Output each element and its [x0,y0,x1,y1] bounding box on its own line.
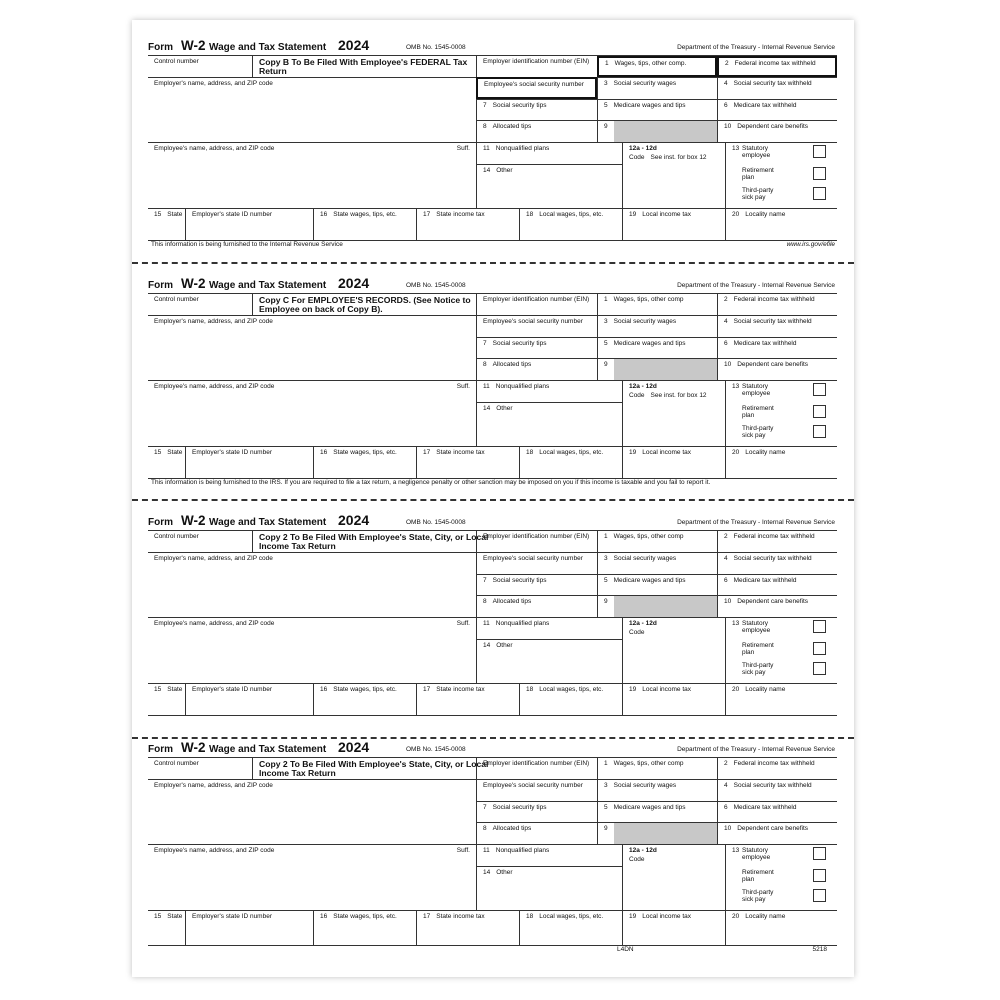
box-10-dependent-care[interactable]: 10 Dependent care benefits [717,120,837,142]
box-17-state-tax[interactable]: 17 State income tax [416,208,519,240]
box-15-state-id[interactable]: Employer's state ID number [185,910,313,945]
box-7-ss-tips[interactable]: 7 Social security tips [476,801,597,822]
third-party-sick-pay-checkbox[interactable] [813,662,826,675]
box-17-state-tax[interactable]: 17 State income tax [416,910,519,945]
box-9-shaded: 9 [597,822,717,844]
efile-link[interactable]: www.irs.gov/efile [786,241,835,248]
perforation-line [132,737,854,739]
retirement-plan-checkbox[interactable] [813,869,826,882]
box-8-allocated-tips[interactable]: 8 Allocated tips [476,822,597,844]
box-19-local-tax[interactable]: 19 Local income tax [622,208,725,240]
box-7-ss-tips[interactable]: 7 Social security tips [476,337,597,358]
box-6-medicare-tax[interactable]: 6 Medicare tax withheld [717,574,837,595]
box-13-checkboxes: 13 Statutory employee Retirement plan Third-party sick pay [725,844,837,910]
box-20-locality[interactable]: 20 Locality name [725,208,837,240]
box-12-codes[interactable]: 12a - 12d Code See inst. for box 12 [622,142,725,208]
employee-name-field[interactable]: Employee's name, address, and ZIP code Suff. [148,380,476,446]
box-17-state-tax[interactable]: 17 State income tax [416,683,519,715]
box-9-shaded: 9 [597,358,717,380]
box-18-local-wages[interactable]: 18 Local wages, tips, etc. [519,683,622,715]
retirement-plan-checkbox[interactable] [813,167,826,180]
employer-name-field[interactable]: Employer's name, address, and ZIP code [148,552,476,617]
statutory-employee-checkbox[interactable] [813,383,826,396]
box-19-local-tax[interactable]: 19 Local income tax [622,446,725,478]
third-party-sick-pay-checkbox[interactable] [813,187,826,200]
box-1-wages[interactable]: 1 Wages, tips, other comp [597,531,717,552]
omb-number: OMB No. 1545-0008 [406,44,466,51]
printer-code-right: 5218 [812,946,827,953]
box-15-state[interactable]: 15 State [148,446,185,478]
box-2-federal-tax[interactable]: 2 Federal income tax withheld [717,56,837,77]
box-3-ss-wages[interactable]: 3 Social security wages [597,315,717,337]
box-11-nonqualified[interactable]: 11 Nonqualified plans [476,617,622,639]
copy-title: Copy C For EMPLOYEE'S RECORDS. (See Notice to Employee on back of Copy B). [252,294,476,315]
box-6-medicare-tax[interactable]: 6 Medicare tax withheld [717,801,837,822]
box-2-federal-tax[interactable]: 2 Federal income tax withheld [717,531,837,552]
box-10-dependent-care[interactable]: 10 Dependent care benefits [717,595,837,617]
box-8-allocated-tips[interactable]: 8 Allocated tips [476,595,597,617]
box-20-locality[interactable]: 20 Locality name [725,446,837,478]
box-2-federal-tax[interactable]: 2 Federal income tax withheld [717,294,837,315]
box-9-shaded: 9 [597,595,717,617]
control-number-field[interactable]: Control number [154,533,199,540]
box-13-checkboxes: 13 Statutory employee Retirement plan Third-party sick pay [725,380,837,446]
box-5-medicare-wages[interactable]: 5 Medicare wages and tips [597,337,717,358]
statutory-employee-checkbox[interactable] [813,620,826,633]
box-7-ss-tips[interactable]: 7 Social security tips [476,574,597,595]
copy-title: Copy B To Be Filed With Employee's FEDERAL Tax Return [252,56,476,77]
box-8-allocated-tips[interactable]: 8 Allocated tips [476,358,597,380]
box-9-shaded: 9 [597,120,717,142]
box-16-state-wages[interactable]: 16 State wages, tips, etc. [313,910,416,945]
control-number-field[interactable]: Control number [154,58,199,65]
box-18-local-wages[interactable]: 18 Local wages, tips, etc. [519,208,622,240]
box-14-other[interactable]: 14 Other [476,402,622,446]
statutory-employee-checkbox[interactable] [813,847,826,860]
box-4-ss-tax[interactable]: 4 Social security tax withheld [717,552,837,574]
employer-name-field[interactable]: Employer's name, address, and ZIP code [148,779,476,844]
box-14-other[interactable]: 14 Other [476,866,622,910]
box-11-nonqualified[interactable]: 11 Nonqualified plans [476,844,622,866]
ein-field[interactable]: Employer identification number (EIN) [476,56,597,77]
employer-name-field[interactable]: Employer's name, address, and ZIP code [148,315,476,380]
box-1-wages[interactable]: 1 Wages, tips, other comp. [597,56,717,77]
retirement-plan-checkbox[interactable] [813,642,826,655]
box-14-other[interactable]: 14 Other [476,164,622,208]
perforation-line [132,499,854,501]
box-12-codes[interactable]: 12a - 12d Code [622,844,725,910]
box-17-state-tax[interactable]: 17 State income tax [416,446,519,478]
box-4-ss-tax[interactable]: 4 Social security tax withheld [717,779,837,801]
box-15-state-id[interactable]: Employer's state ID number [185,446,313,478]
box-10-dependent-care[interactable]: 10 Dependent care benefits [717,358,837,380]
employee-name-field[interactable]: Employee's name, address, and ZIP code Suff. [148,844,476,910]
footer-notice: This information is being furnished to the IRS. If you are required to file a tax return, a negligence penalty or other sanction may be imposed on you if this income is taxable and you fail to report it. [151,479,711,486]
printer-code-left: L4DN [617,946,634,953]
copy-title: Copy 2 To Be Filed With Employee's State, City, or Local Income Tax Return [252,758,476,779]
box-4-ss-tax[interactable]: 4 Social security tax withheld [717,77,837,99]
box-6-medicare-tax[interactable]: 6 Medicare tax withheld [717,337,837,358]
box-3-ss-wages[interactable]: 3 Social security wages [597,779,717,801]
form-year: 2024 [338,37,370,53]
employer-name-field[interactable]: Employer's name, address, and ZIP code [148,77,476,142]
footer-notice: This information is being furnished to the Internal Revenue Service [151,241,343,248]
box-19-local-tax[interactable]: 19 Local income tax [622,683,725,715]
third-party-sick-pay-checkbox[interactable] [813,425,826,438]
box-1-wages[interactable]: 1 Wages, tips, other comp [597,294,717,315]
box-3-ss-wages[interactable]: 3 Social security wages [597,552,717,574]
ssn-field[interactable]: Employee's social security number [476,552,597,574]
ssn-field[interactable]: Employee's social security number [476,315,597,337]
form-header: Form W-2 Wage and Tax Statement 2024 OMB No. 1545-0008 Department of the Treasury - Internal Revenue Service [148,739,835,755]
box-15-state[interactable]: 15 State [148,683,185,715]
department-name: Department of the Treasury - Internal Revenue Service [677,44,835,51]
box-18-local-wages[interactable]: 18 Local wages, tips, etc. [519,446,622,478]
form-title: Wage and Tax Statement [209,42,327,53]
box-16-state-wages[interactable]: 16 State wages, tips, etc. [313,446,416,478]
box-11-nonqualified[interactable]: 11 Nonqualified plans [476,142,622,164]
form-grid [148,55,837,241]
ein-field[interactable]: Employer identification number (EIN) [476,531,597,552]
box-18-local-wages[interactable]: 18 Local wages, tips, etc. [519,910,622,945]
form-header [148,37,837,56]
box-11-nonqualified[interactable]: 11 Nonqualified plans [476,380,622,402]
box-15-state-id[interactable]: Employer's state ID number [185,208,313,240]
perforation-line [132,262,854,264]
box-20-locality[interactable]: 20 Locality name [725,910,837,945]
ein-field[interactable]: Employer identification number (EIN) [476,294,597,315]
box-13-checkboxes: 13 Statutory employee Retirement plan Third-party sick pay [725,142,837,208]
box-1-wages[interactable]: 1 Wages, tips, other comp [597,758,717,779]
box-7-ss-tips[interactable]: 7 Social security tips [476,99,597,120]
form-grid [148,530,837,716]
ssn-field[interactable]: Employee's social security number [476,77,597,99]
box-12-codes[interactable]: 12a - 12d Code [622,617,725,683]
form-grid [148,293,837,479]
box-4-ss-tax[interactable]: 4 Social security tax withheld [717,315,837,337]
box-20-locality[interactable]: 20 Locality name [725,683,837,715]
box-16-state-wages[interactable]: 16 State wages, tips, etc. [313,208,416,240]
control-number-field[interactable]: Control number [154,760,199,767]
form-number: W-2 [181,38,206,53]
box-5-medicare-wages[interactable]: 5 Medicare wages and tips [597,801,717,822]
box-3-ss-wages[interactable]: 3 Social security wages [597,77,717,99]
box-12-codes[interactable]: 12a - 12d Code See inst. for box 12 [622,380,725,446]
form-grid [148,757,837,946]
box-15-state-id[interactable]: Employer's state ID number [185,683,313,715]
box-10-dependent-care[interactable]: 10 Dependent care benefits [717,822,837,844]
retirement-plan-checkbox[interactable] [813,405,826,418]
box-5-medicare-wages[interactable]: 5 Medicare wages and tips [597,99,717,120]
box-16-state-wages[interactable]: 16 State wages, tips, etc. [313,683,416,715]
box-2-federal-tax[interactable]: 2 Federal income tax withheld [717,758,837,779]
ein-field[interactable]: Employer identification number (EIN) [476,758,597,779]
box-15-state[interactable]: 15 State [148,910,185,945]
ssn-field[interactable]: Employee's social security number [476,779,597,801]
third-party-sick-pay-checkbox[interactable] [813,889,826,902]
box-8-allocated-tips[interactable]: 8 Allocated tips [476,120,597,142]
form-word: Form [148,42,173,53]
copy-title: Copy 2 To Be Filed With Employee's State, City, or Local Income Tax Return [252,531,476,552]
box-13-checkboxes: 13 Statutory employee Retirement plan Third-party sick pay [725,617,837,683]
box-6-medicare-tax[interactable]: 6 Medicare tax withheld [717,99,837,120]
control-number-field[interactable]: Control number [154,296,199,303]
employee-name-field[interactable]: Employee's name, address, and ZIP code Suff. [148,617,476,683]
statutory-employee-checkbox[interactable] [813,145,826,158]
box-5-medicare-wages[interactable]: 5 Medicare wages and tips [597,574,717,595]
form-header: Form W-2 Wage and Tax Statement 2024 OMB No. 1545-0008 Department of the Treasury - Internal Revenue Service [148,512,835,528]
box-14-other[interactable]: 14 Other [476,639,622,683]
form-header: Form W-2 Wage and Tax Statement 2024 OMB No. 1545-0008 Department of the Treasury - Internal Revenue Service [148,275,835,291]
employee-name-field[interactable]: Employee's name, address, and ZIP code Suff. [148,142,476,208]
box-15-state[interactable]: 15 State [148,208,185,240]
box-19-local-tax[interactable]: 19 Local income tax [622,910,725,945]
